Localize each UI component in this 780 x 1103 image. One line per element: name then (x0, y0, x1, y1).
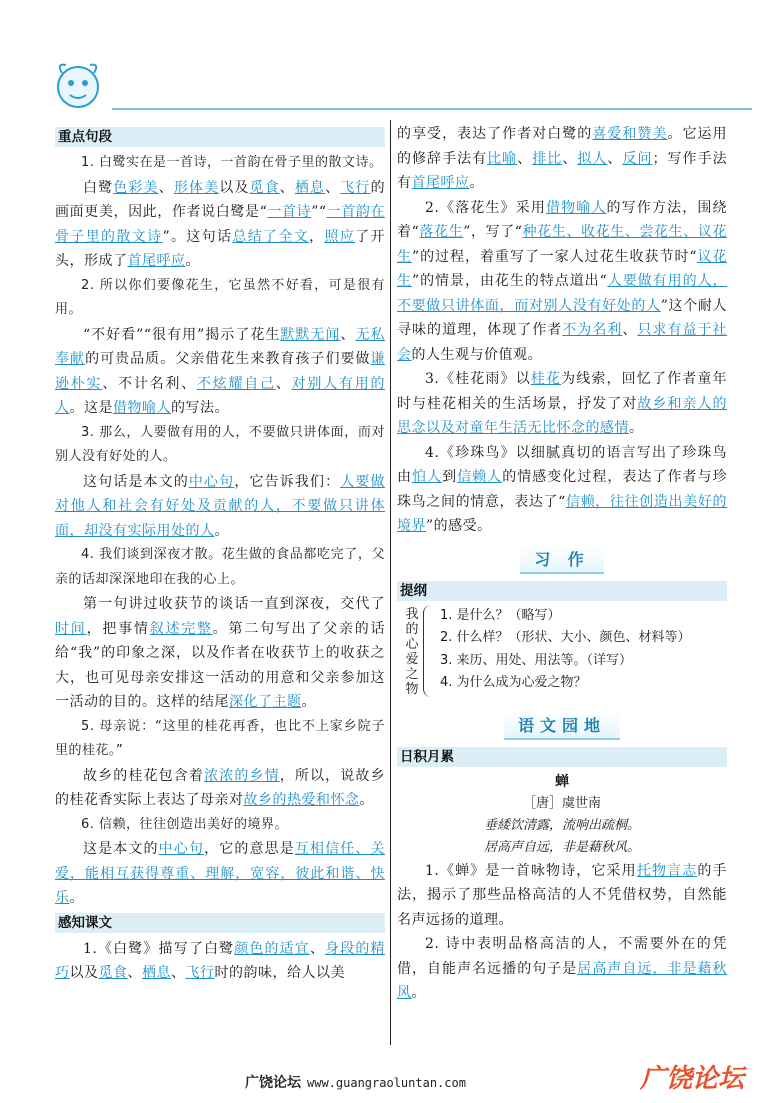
answer-blank: 叙述完整 (149, 620, 213, 637)
answer-blank: 无私奉献 (55, 326, 386, 367)
paragraph (397, 441, 727, 539)
left-column (55, 125, 385, 986)
answer-blank: 觅食 (98, 965, 128, 981)
text-run: 、 (279, 179, 295, 196)
outline-item: 3. 来历、用处、用法等。（详写） (440, 652, 633, 668)
text-run: “不好看”“很有用”揭示了花生 (83, 326, 281, 343)
paragraph (55, 176, 385, 274)
answer-blank: 拟人 (577, 150, 608, 167)
banner-language-garden: 语文园地 (397, 711, 727, 741)
answer-blank: 议花生 (397, 248, 728, 289)
answer-blank: 一首诗 (267, 204, 312, 220)
answer-blank: 只求有益于社会 (397, 322, 728, 363)
paragraph (397, 859, 727, 933)
answer-blank: 居高声自远，非是藉秋风 (397, 960, 728, 1001)
section-heading-daily-accumulation: 日积月累 (397, 747, 727, 767)
text-run: 的写法。 (171, 400, 229, 416)
outline-label: 我的心爱之物 (405, 606, 419, 697)
answer-blank: 故乡的热爱和怀念 (243, 792, 360, 808)
text-run: 第一句讲过收获节的谈话一直到深夜，交代了 (83, 596, 385, 612)
answer-blank: 深化了主题 (229, 694, 302, 710)
text-run: ”的感受。 (426, 518, 492, 534)
text-run: 。 (629, 420, 644, 436)
text-run: 、 (622, 322, 638, 338)
paragraph (55, 470, 385, 544)
text-run: ， (309, 228, 325, 245)
text-run: 5. 母亲说：“这里的桂花再香，也比不上家乡院子里的桂花。” (55, 718, 385, 758)
poem-line: 垂緌饮清露，流响出疏桐。 (483, 817, 640, 833)
text-run: 。 (359, 792, 374, 808)
answer-blank: 对别人有用的人 (55, 375, 386, 416)
text-run: ，把事情 (86, 620, 150, 637)
text-run: ”。这句话 (162, 228, 233, 245)
answer-blank: 不炫耀自己 (196, 375, 276, 392)
text-run: 。 (469, 175, 484, 191)
text-run: 、 (158, 179, 174, 196)
text-run: ；写作手法有 (397, 150, 728, 191)
text-run: 的手法，揭示了那些品格高洁的人不凭借权势，自然能名声远扬的道理。 (397, 862, 728, 928)
text-run: 。 (301, 694, 316, 710)
answer-blank: 比喻 (487, 150, 518, 167)
text-run: 时的韵味，给人以美 (214, 965, 345, 981)
banner-writing: 习 作 (397, 545, 727, 575)
text-run: 故乡的桂花包含着 (83, 767, 205, 784)
key-sentence (55, 543, 385, 592)
paragraph (397, 122, 727, 196)
paragraph (55, 323, 385, 421)
site-logo: 广饶论坛 (640, 1064, 745, 1094)
text-run: ”的过程，着重写了一家人过花生收获节时“ (411, 248, 698, 265)
text-run: 4. 我们谈到深夜才散。花生做的食品都吃完了，父亲的话却深深地印在我的心上。 (55, 547, 385, 587)
answer-blank: 中心句 (158, 841, 205, 857)
text-run: 、 (171, 965, 186, 981)
answer-blank: 飞行 (185, 965, 215, 981)
text-run: 这是本文的 (83, 841, 159, 857)
text-perception-content (55, 937, 385, 986)
answer-blank: 落花生 (419, 224, 464, 240)
brace-icon (423, 605, 434, 697)
answer-blank: 首尾呼应 (411, 175, 470, 191)
text-run: 3. 那么，人要做有用的人，不要做只讲体面，而对别人没有好处的人。 (55, 424, 385, 464)
text-run: 、 (325, 179, 341, 196)
text-run: 。 (69, 890, 84, 906)
text-run: 的写作方法，围绕着“ (397, 199, 728, 240)
paragraph (55, 837, 385, 911)
answer-blank: 喜爱和赞美 (592, 126, 668, 142)
text-run: 为线索，回忆了作者童年时与桂花相关的生活场景，抒发了对 (397, 371, 728, 412)
section-heading-key-sentences: 重点句段 (55, 127, 385, 147)
answer-blank: 首尾呼应 (127, 253, 186, 269)
right-column (397, 122, 727, 1006)
text-run: 1. 白鹭实在是一首诗，一首韵在骨子里的散文诗。 (81, 155, 383, 170)
text-run: 。第二句写出了父亲的话给“我”的印象之深，以及作者在收获节上的收获之大，也可见母亲安排这一活动的用意和父亲参加这一活动的目的。这样的结尾 (55, 620, 386, 710)
text-run: ”，写了“ (463, 224, 523, 240)
answer-blank: 飞行 (340, 179, 371, 196)
answer-blank: 形体美 (173, 179, 220, 196)
answer-blank: 谦逊朴实 (55, 351, 386, 392)
answer-blank: 色彩美 (113, 179, 159, 196)
text-run: 2.《落花生》采用 (425, 199, 546, 216)
answer-blank: 时间 (55, 620, 87, 637)
answer-blank: 种花生、收花生、尝花生、议花生 (397, 224, 727, 265)
answer-blank: 人要做有用的人，不要做只讲体面，而对别人没有好处的人 (397, 273, 727, 314)
answer-blank: 怕人 (412, 469, 443, 485)
outline-item: 2. 什么样？（形状、大小、颜色、材料等） (440, 630, 691, 645)
outline-block (403, 605, 727, 697)
answer-blank: 浓浓的乡情 (204, 767, 280, 784)
outline-list (440, 605, 691, 697)
mascot-icon (48, 55, 108, 115)
key-sentence (55, 715, 385, 764)
key-sentence (55, 151, 385, 176)
section-heading-text-perception: 感知课文 (55, 913, 385, 933)
section-heading-outline: 提纲 (397, 581, 727, 601)
text-perception-continued (397, 122, 727, 539)
answer-blank: 反问 (622, 150, 653, 167)
text-run: ”这个耐人寻味的道理，体现了作者 (397, 297, 727, 338)
text-run: 以及 (69, 965, 99, 981)
answer-blank: 默默无闻 (280, 326, 341, 343)
poem-line: 居高声自远，非是藉秋风。 (483, 839, 640, 855)
text-run: 以及 (219, 179, 250, 196)
paragraph (55, 764, 385, 813)
text-run: 、不计名利、 (102, 375, 197, 392)
answer-blank: 排比 (532, 150, 563, 167)
text-run: 的享受，表达了作者对白鹭的 (397, 126, 593, 142)
answer-blank: 身段的精巧 (55, 940, 386, 981)
text-run: ，所以，说故乡的桂花香实际上表达了母亲对 (55, 767, 386, 808)
paragraph (55, 937, 385, 986)
text-run: 的可贵品质。父亲借花生来教育孩子们要做 (85, 351, 371, 367)
poem-author: ［唐］虞世南 (522, 795, 601, 811)
footer-site-name: 广饶论坛 (245, 1075, 301, 1091)
text-run: 。它运用的修辞手法有 (397, 126, 728, 167)
text-run: ，它告诉我们： (234, 473, 341, 490)
answer-blank: 颜色的适宜 (234, 940, 310, 957)
poem-title: 蝉 (555, 773, 569, 790)
answer-blank: 借物喻人 (113, 400, 171, 416)
text-run: 6. 信赖，往往创造出美好的境界。 (81, 816, 289, 832)
answer-blank: 照应 (324, 228, 356, 245)
text-run: 。 (214, 522, 229, 539)
text-run: ”“ (311, 204, 327, 220)
key-sentence (55, 813, 385, 838)
text-run: 1.《白鹭》描写了白鹭 (83, 940, 235, 957)
answer-blank: 不为名利 (562, 322, 623, 338)
key-sentence (55, 274, 385, 323)
text-run: 2. 诗中表明品格高洁的人，不需要外在的凭借，自能声名远播的句子是 (397, 936, 727, 977)
footer-url[interactable]: www.guangraoluntan.com (307, 1076, 466, 1090)
poem-lines (397, 815, 727, 859)
text-run: 2. 所以你们要像花生，它虽然不好看，可是很有用。 (55, 277, 385, 317)
key-sentences-content (55, 151, 385, 911)
poem-analysis (397, 859, 727, 1006)
answer-blank: 互相信任、关爱，能相互获得尊重、理解，宽容，彼此和谐、快乐 (55, 841, 386, 906)
key-sentence (55, 421, 385, 470)
text-run: 白鹭 (83, 179, 114, 196)
answer-blank: 信赖人 (457, 469, 503, 485)
answer-blank: 故乡和亲人的思念以及对童年生活无比怀念的感情 (397, 395, 728, 436)
text-run: 、 (517, 150, 533, 167)
outline-item: 4. 为什么成为心爱之物？ (440, 675, 587, 690)
answer-blank: 桂花 (530, 371, 562, 387)
text-run: 到 (442, 469, 458, 485)
text-run: 了开头，形成了 (55, 228, 386, 269)
answer-blank: 人要做对他人和社会有好处及贡献的人，不要做只讲体面，却没有实际用处的人 (55, 473, 386, 539)
answer-blank: 托物言志 (636, 862, 698, 879)
text-run: 的人生观与价值观。 (411, 346, 542, 363)
answer-blank: 借物喻人 (545, 199, 607, 216)
text-run: ”的情景，由花生的特点道出“ (411, 273, 608, 289)
footer (245, 1072, 466, 1092)
answer-blank: 栖息 (294, 179, 326, 196)
text-run: 、 (607, 150, 623, 167)
text-run: 、 (309, 940, 326, 957)
text-run: 3.《桂花雨》以 (425, 371, 531, 387)
answer-blank: 一首韵在骨子里的散文诗 (55, 204, 386, 245)
answer-blank: 栖息 (142, 965, 171, 981)
paragraph (397, 196, 727, 368)
paragraph (397, 367, 727, 441)
answer-blank: 中心句 (188, 473, 235, 490)
paragraph (397, 932, 727, 1006)
text-run: 这句话是本文的 (83, 473, 189, 490)
text-run: 、 (275, 375, 292, 392)
text-run: 。 (411, 985, 426, 1001)
outline-item: 1. 是什么？（略写） (440, 607, 561, 623)
header-rule (112, 108, 752, 110)
text-run: 的情感变化过程，表达了作者与珍珠鸟之间的情意，表达了“ (397, 469, 728, 510)
column-divider (390, 120, 391, 1045)
text-run: 、 (127, 965, 142, 981)
text-run: 。 (185, 253, 200, 269)
text-run: 、 (340, 326, 356, 343)
answer-blank: 信赖，往往创造出美好的境界 (397, 493, 727, 534)
answer-blank: 总结了全文 (232, 228, 310, 245)
text-run: ，它的意思是 (204, 841, 295, 857)
text-run: 、 (562, 150, 578, 167)
text-run: 1.《蝉》是一首咏物诗，它采用 (425, 862, 637, 879)
answer-blank: 觅食 (249, 179, 280, 196)
text-run: 的画面更美，因此，作者说白鹭是“ (55, 179, 386, 220)
text-run: 。这是 (69, 400, 113, 416)
text-run: 4.《珍珠鸟》以细腻真切的语言写出了珍珠鸟由 (397, 444, 727, 485)
paragraph (55, 592, 385, 715)
